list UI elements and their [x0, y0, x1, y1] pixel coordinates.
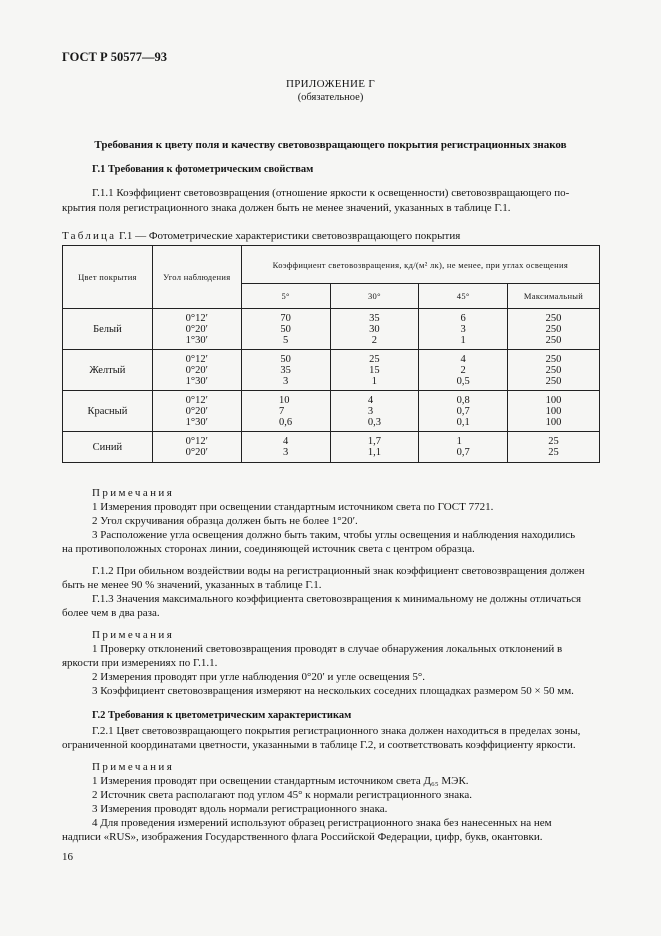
cell-value-45: 4	[460, 353, 466, 365]
cell-color: Красный	[63, 391, 153, 432]
cell-value-45: 0,5	[456, 375, 470, 387]
table-row	[63, 350, 600, 391]
cell-value-30: 35	[369, 312, 380, 324]
note-2-3: 3 Коэффициент световозвращения измеряют на нескольких соседних площадках размером 50 × 50 мм.	[92, 685, 574, 697]
cell-value-max: 250	[545, 334, 562, 346]
cell-value-45: 1	[456, 436, 462, 447]
cell-value-max: 100	[545, 416, 562, 428]
notes-1-title: Примечания	[92, 487, 175, 499]
cell-value-45: 1	[460, 334, 466, 346]
cell-value-30: 2	[371, 334, 378, 346]
table-caption-text: Г.1 — Фотометрические характеристики световозвращающего покрытия	[118, 230, 461, 242]
paragraph-g21-line1: Г.2.1 Цвет световозвращающего покрытия регистрационного знака должен находиться в пределах зоны,	[92, 725, 581, 737]
standard-number: ГОСТ Р 50577—93	[62, 50, 168, 64]
cell-value-45: 0,8	[456, 394, 470, 406]
page-number: 16	[62, 851, 73, 863]
cell-value-5: 50	[280, 353, 291, 365]
cell-value-45: 6	[460, 312, 466, 324]
paragraph-g21-line2: ограниченной координатами цветности, указанными в таблице Г.2, и соответствовать коэффициенту яркости.	[62, 739, 576, 751]
cell-value-30: 1	[371, 375, 378, 387]
paragraph-g12-line1: Г.1.2 При обильном воздействии воды на регистрационный знак коэффициент световозвращения должен	[92, 565, 585, 577]
paragraph-g13-line1: Г.1.3 Значения максимального коэффициента световозвращения к минимальному не должны отличаться	[92, 593, 582, 605]
header-angle-5: 5°	[241, 284, 330, 309]
note-1-2: 2 Угол скручивания образца должен быть не более 1°20′.	[92, 515, 358, 527]
cell-color: Белый	[63, 309, 153, 350]
cell-value-max: 100	[545, 405, 562, 417]
notes-3-title: Примечания	[92, 761, 175, 773]
cell-angle: 0°12′	[185, 436, 208, 447]
note-2-2: 2 Измерения проводят при угле наблюдения 0°20′ и угле освещения 5°.	[92, 671, 426, 683]
cell-angle: 0°12′	[185, 312, 208, 324]
cell-value-5: 10	[279, 394, 290, 406]
main-title: Требования к цвету поля и качеству световозвращающего покрытия регистрационных знаков	[94, 139, 567, 151]
cell-value-5: 3	[282, 447, 289, 458]
cell-angle: 0°20′	[185, 364, 208, 376]
header-angle-45: 45°	[419, 284, 508, 309]
header-color: Цвет покрытия	[63, 246, 153, 309]
appendix-subtitle: (обязательное)	[297, 92, 364, 103]
cell-value-5: 4	[282, 436, 289, 447]
paragraph-g11-line2: крытия поля регистрационного знака должен быть не менее значений, указанных в таблице Г.1.	[62, 202, 511, 214]
cell-value-30: 1,1	[367, 447, 381, 458]
note-1-3-line2: на противоположных сторонах линии, соединяющей источник света с центром образца.	[62, 543, 475, 555]
note-3-4-line2: надписи «RUS», изображения Государственного флага Российской Федерации, цифр, букв, окантовки.	[62, 831, 543, 843]
header-angle: Угол наблюдения	[152, 246, 241, 309]
table-row	[63, 309, 600, 350]
cell-value-max: 250	[545, 353, 562, 365]
cell-value-max: 250	[545, 375, 562, 387]
appendix-title: ПРИЛОЖЕНИЕ Г	[285, 78, 376, 90]
note-3-3: 3 Измерения проводят вдоль нормали регистрационного знака.	[92, 803, 388, 815]
cell-angle: 1°30′	[185, 416, 208, 428]
cell-value-max: 25	[548, 447, 559, 458]
note-3-4-line1: 4 Для проведения измерений используют образец регистрационного знака без нанесенных на нем	[92, 817, 552, 829]
cell-value-45: 2	[460, 364, 466, 376]
table-row	[63, 391, 600, 432]
note-3-2: 2 Источник света располагают под углом 45° к нормали регистрационного знака.	[92, 789, 472, 801]
cell-value-30: 15	[369, 364, 380, 376]
cell-value-5: 7	[279, 405, 285, 417]
cell-value-45: 0,1	[456, 416, 470, 428]
cell-value-5: 5	[282, 334, 289, 346]
header-coefficient: Коэффициент световозвращения, кд/(м² лк), не менее, при углах освещения	[241, 246, 599, 284]
notes-2-title: Примечания	[92, 629, 175, 641]
cell-value-30: 30	[369, 323, 380, 335]
cell-value-max: 250	[545, 364, 562, 376]
cell-angle: 0°20′	[185, 405, 208, 417]
cell-value-max: 25	[548, 436, 559, 447]
cell-color: Синий	[63, 432, 153, 463]
cell-angle: 1°30′	[185, 334, 208, 346]
table-caption-lead: Таблица	[62, 230, 117, 242]
cell-value-30: 4	[367, 394, 374, 406]
table-caption	[62, 230, 460, 242]
cell-value-45: 0,7	[456, 405, 470, 417]
cell-value-max: 250	[545, 312, 562, 324]
cell-value-45: 0,7	[456, 447, 470, 458]
cell-value-5: 0,6	[279, 416, 293, 428]
note-2-1-line1: 1 Проверку отклонений световозвращения проводят в случае обнаружения локальных отклонений в	[92, 643, 563, 655]
note-1-3-line1: 3 Расположение угла освещения должно быть таким, чтобы углы освещения и наблюдения находились	[92, 529, 576, 541]
cell-value-30: 1,7	[367, 436, 381, 447]
photometric-table	[62, 245, 600, 463]
cell-value-5: 35	[280, 364, 291, 376]
note-3-1: 1 Измерения проводят при освещении стандартным источником света Д₆₅ МЭК.	[92, 775, 469, 787]
section-2-heading: Г.2 Требования к цветометрическим характеристикам	[92, 710, 352, 721]
header-max: Максимальный	[508, 284, 600, 309]
cell-angle: 0°12′	[185, 353, 208, 365]
cell-angle: 0°12′	[185, 394, 208, 406]
cell-value-5: 70	[280, 312, 291, 324]
header-angle-30: 30°	[330, 284, 419, 309]
section-1-heading: Г.1 Требования к фотометрическим свойствам	[92, 164, 314, 175]
cell-angle: 0°20′	[185, 323, 208, 335]
table-row	[63, 432, 600, 463]
cell-value-30: 0,3	[367, 416, 381, 428]
cell-value-max: 250	[545, 323, 562, 335]
cell-angle: 1°30′	[185, 375, 208, 387]
cell-value-30: 3	[367, 405, 374, 417]
paragraph-g13-line2: более чем в два раза.	[62, 607, 160, 619]
paragraph-g11-line1: Г.1.1 Коэффициент световозвращения (отношение яркости к освещенности) световозвращающего по-	[92, 187, 570, 199]
cell-color: Желтый	[63, 350, 153, 391]
paragraph-g12-line2: быть не менее 90 % значений, указанных в таблице Г.1.	[62, 579, 322, 591]
cell-value-45: 3	[460, 323, 466, 335]
cell-value-30: 25	[369, 353, 380, 365]
cell-value-5: 50	[280, 323, 291, 335]
note-2-1-line2: яркости при измерениях по Г.1.1.	[62, 657, 218, 669]
cell-value-max: 100	[545, 394, 562, 406]
cell-angle: 0°20′	[185, 447, 208, 458]
cell-value-5: 3	[282, 375, 289, 387]
note-1-1: 1 Измерения проводят при освещении стандартным источником света по ГОСТ 7721.	[92, 501, 494, 513]
